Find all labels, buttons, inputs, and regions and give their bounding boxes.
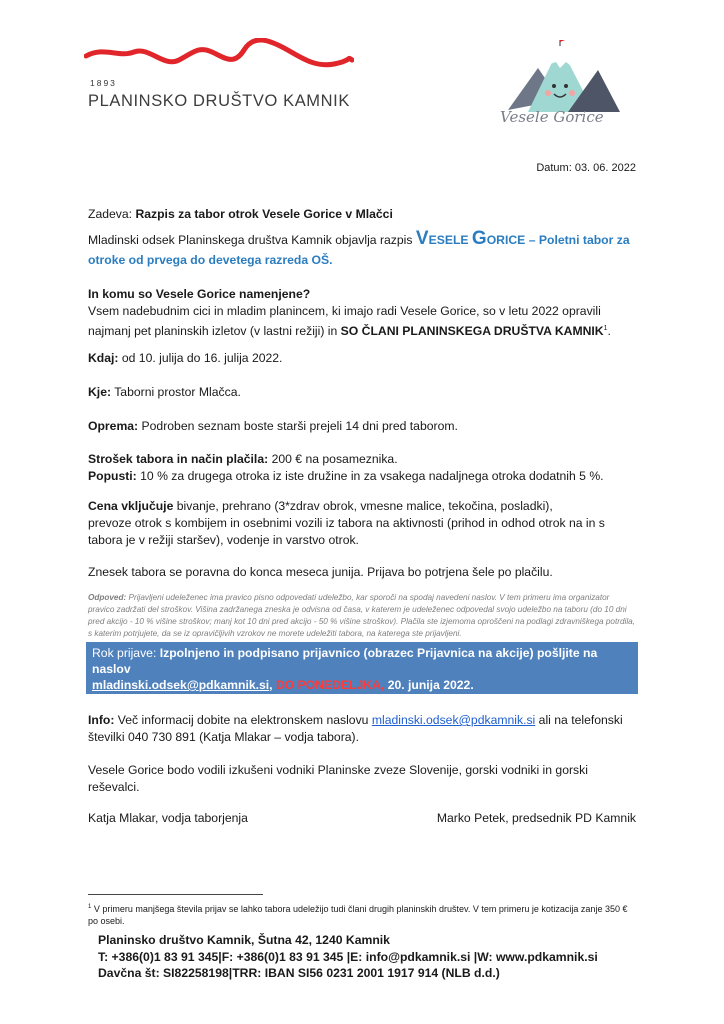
when-line: [88, 350, 282, 367]
footer-tax-label: Davčna št:: [98, 966, 160, 980]
equipment-line: [88, 418, 458, 435]
footer-trr-label: TRR:: [232, 966, 262, 980]
when-text: od 10. julija do 16. julija 2022.: [121, 351, 283, 365]
deadline-red-text: DO PONEDELJKA,: [275, 678, 385, 692]
footer-trr: IBAN SI56 0231 2001 1917 914 (NLB d.d.): [264, 966, 500, 980]
deadline-limit: Število prostih mest je omejeno (25), zato pohitite s prijavo.: [92, 694, 437, 708]
subject-label: Zadeva:: [88, 207, 133, 221]
signature-right: Marko Petek, predsednik PD Kamnik: [436, 811, 636, 825]
intro-highlight-esele: ESELE: [428, 233, 469, 247]
where-line: [88, 384, 241, 401]
footer-tax-line: [98, 965, 658, 982]
intro-paragraph: [88, 230, 648, 249]
deadline-date: 20. junija 2022.: [387, 678, 474, 692]
footer-sep-2: |: [346, 949, 351, 964]
footnote-ref: 1: [603, 325, 608, 332]
vesele-gorice-logo-text: Vesele Gorice: [500, 108, 604, 126]
cost-text: 200 € na posameznika.: [271, 452, 398, 466]
footer-phone-label: T:: [98, 949, 109, 964]
footer-contact: [98, 932, 658, 982]
footer-tax: SI82258198: [163, 966, 229, 980]
intro-text: Mladinski odsek Planinskega društva Kamnik objavlja razpis: [88, 233, 413, 247]
who-line2-bold: SO ČLANI PLANINSKEGA DRUŠTVA KAMNIK: [340, 324, 604, 339]
cost-label: Strošek tabora in način plačila:: [88, 452, 269, 466]
footer-web-label: W:: [477, 949, 493, 964]
who-heading: In komu so Vesele Gorice namenjene?: [88, 287, 311, 301]
includes-label: Cena vključuje: [88, 499, 174, 513]
payment-note: Znesek tabora se poravna do konca meseca junija. Prijava bo potrjena šele po plačilu.: [88, 565, 553, 579]
guides-line2: reševalci.: [88, 780, 140, 794]
deadline-box: [86, 642, 638, 708]
footer-email-label: E:: [350, 949, 363, 964]
deadline-text: Izpolnjeno in podpisano prijavnico (obrazec Prijavnica na akcije) pošljite na naslov: [92, 646, 598, 676]
subject-line: [88, 206, 393, 223]
cancellation-note: [88, 592, 636, 640]
cancellation-text: Prijavljeni udeleženec ima pravico pisno odpovedati udeležbo, kar sporoči na spodaj navedeni naslov. V tem primeru ima organizator pravico zadržati del stroškov. Višina zadržanega zneska je odvisna od časa, v katerem je udeleženec odpovedal svojo udeležbo na taboru (do 10 dni pred akcijo - 10 % višine stroškov; manj kot 10 dni pred akcijo - 50 % višine stroškov). Plačila ste izjemoma oproščeni na podlagi zdravniškega potrdila, s katerim potrjujete, da se iz opravičljivih vzrokov ne morete udeležiti tabora, na katerega ste prijavljeni.: [88, 593, 635, 638]
vesele-gorice-logo: [498, 40, 623, 145]
guides-line1: Vesele Gorice bodo vodili izkušeni vodniki Planinske zveze Slovenije, gorski vodniki in gorski: [88, 763, 588, 777]
discount-label: Popusti:: [88, 469, 137, 483]
footer-sep-3: |: [473, 949, 478, 964]
info-line1: [88, 712, 648, 729]
document-date: Datum: 03. 06. 2022: [536, 162, 636, 174]
who-line2: [88, 320, 611, 340]
intro-highlight-orice: ORICE: [486, 233, 526, 247]
who-line1: Vsem nadebudnim cici in mladim planincem, ki imajo radi Vesele Gorice, so v letu 2022 opravili: [88, 304, 601, 318]
footer-phone: +386(0)1 83 91 345: [111, 949, 219, 964]
includes-line1: [88, 498, 553, 515]
cost-line: [88, 451, 398, 468]
where-label: Kje:: [88, 385, 112, 399]
discount-line: [88, 468, 604, 485]
info-label: Info:: [88, 713, 115, 727]
when-label: Kdaj:: [88, 351, 119, 365]
includes-text1: bivanje, prehrano (3*zdrav obrok, vmesne malice, tekočina, posladki),: [176, 499, 553, 513]
deadline-comma: ,: [269, 678, 273, 692]
who-line2-start: najmanj pet planinskih izletov (v lastni režiji) in: [88, 324, 338, 339]
footnote: [88, 901, 628, 927]
founding-year: 1893: [90, 78, 117, 88]
equipment-text: Podroben seznam boste starši prejeli 14 dni pred taborom.: [141, 419, 458, 433]
footnote-number: 1: [88, 904, 92, 910]
who-line2-end: .: [607, 324, 611, 339]
footer-contact-line: [98, 949, 658, 966]
includes-line2: prevoze otrok s kombijem in osebnimi vozili iz tabora na aktivnosti (prihod in odhod otrok na in s: [88, 516, 605, 530]
where-text: Taborni prostor Mlačca.: [114, 385, 241, 399]
footer-address: Planinsko društvo Kamnik, Šutna 42, 1240 Kamnik: [98, 933, 390, 947]
info-email-link[interactable]: mladinski.odsek@pdkamnik.si: [371, 713, 536, 727]
includes-line3: tabora je v režiji staršev), vodenje in varstvo otrok.: [88, 533, 359, 547]
info-line2: številki 040 730 891 (Katja Mlakar – vodja tabora).: [88, 730, 359, 744]
footer-email: info@pdkamnik.si: [365, 949, 471, 964]
footnote-text: V primeru manjšega števila prijav se lahko tabora udeležijo tudi člani drugih planinskih društev. V tem primeru je kotizacija zanje 350 € po osebi.: [88, 904, 628, 926]
intro-highlight-rest: – Poletni tabor za: [528, 233, 630, 247]
intro-highlight-v: V: [415, 228, 429, 249]
intro-highlight-line2: otroke od prvega do devetega razreda OŠ.: [88, 253, 333, 267]
info-text1: Več informacij dobite na elektronskem naslovu: [117, 713, 369, 727]
footer-web: www.pdkamnik.si: [495, 949, 598, 964]
equipment-label: Oprema:: [88, 419, 139, 433]
intro-highlight-g: G: [471, 228, 487, 249]
footer-sep-4: |: [228, 966, 233, 980]
footer-sep-1: |: [218, 949, 222, 964]
organization-name: PLANINSKO DRUŠTVO KAMNIK: [88, 92, 350, 110]
deadline-email-link[interactable]: mladinski.odsek@pdkamnik.si: [92, 678, 270, 692]
signature-left: Katja Mlakar, vodja taborjenja: [88, 811, 248, 825]
info-text2: ali na telefonski: [538, 713, 623, 727]
discount-text: 10 % za drugega otroka iz iste družine in za vsakega nadaljnega otroka dodatnih 5 %.: [140, 469, 604, 483]
footnote-divider: [88, 894, 263, 895]
subject-text: Razpis za tabor otrok Vesele Gorice v Mlačci: [135, 207, 393, 221]
deadline-label: Rok prijave:: [92, 646, 157, 660]
footer-fax-label: F:: [221, 949, 234, 964]
footer-fax: +386(0)1 83 91 345: [236, 949, 344, 964]
cancellation-label: Odpoved:: [88, 593, 127, 602]
